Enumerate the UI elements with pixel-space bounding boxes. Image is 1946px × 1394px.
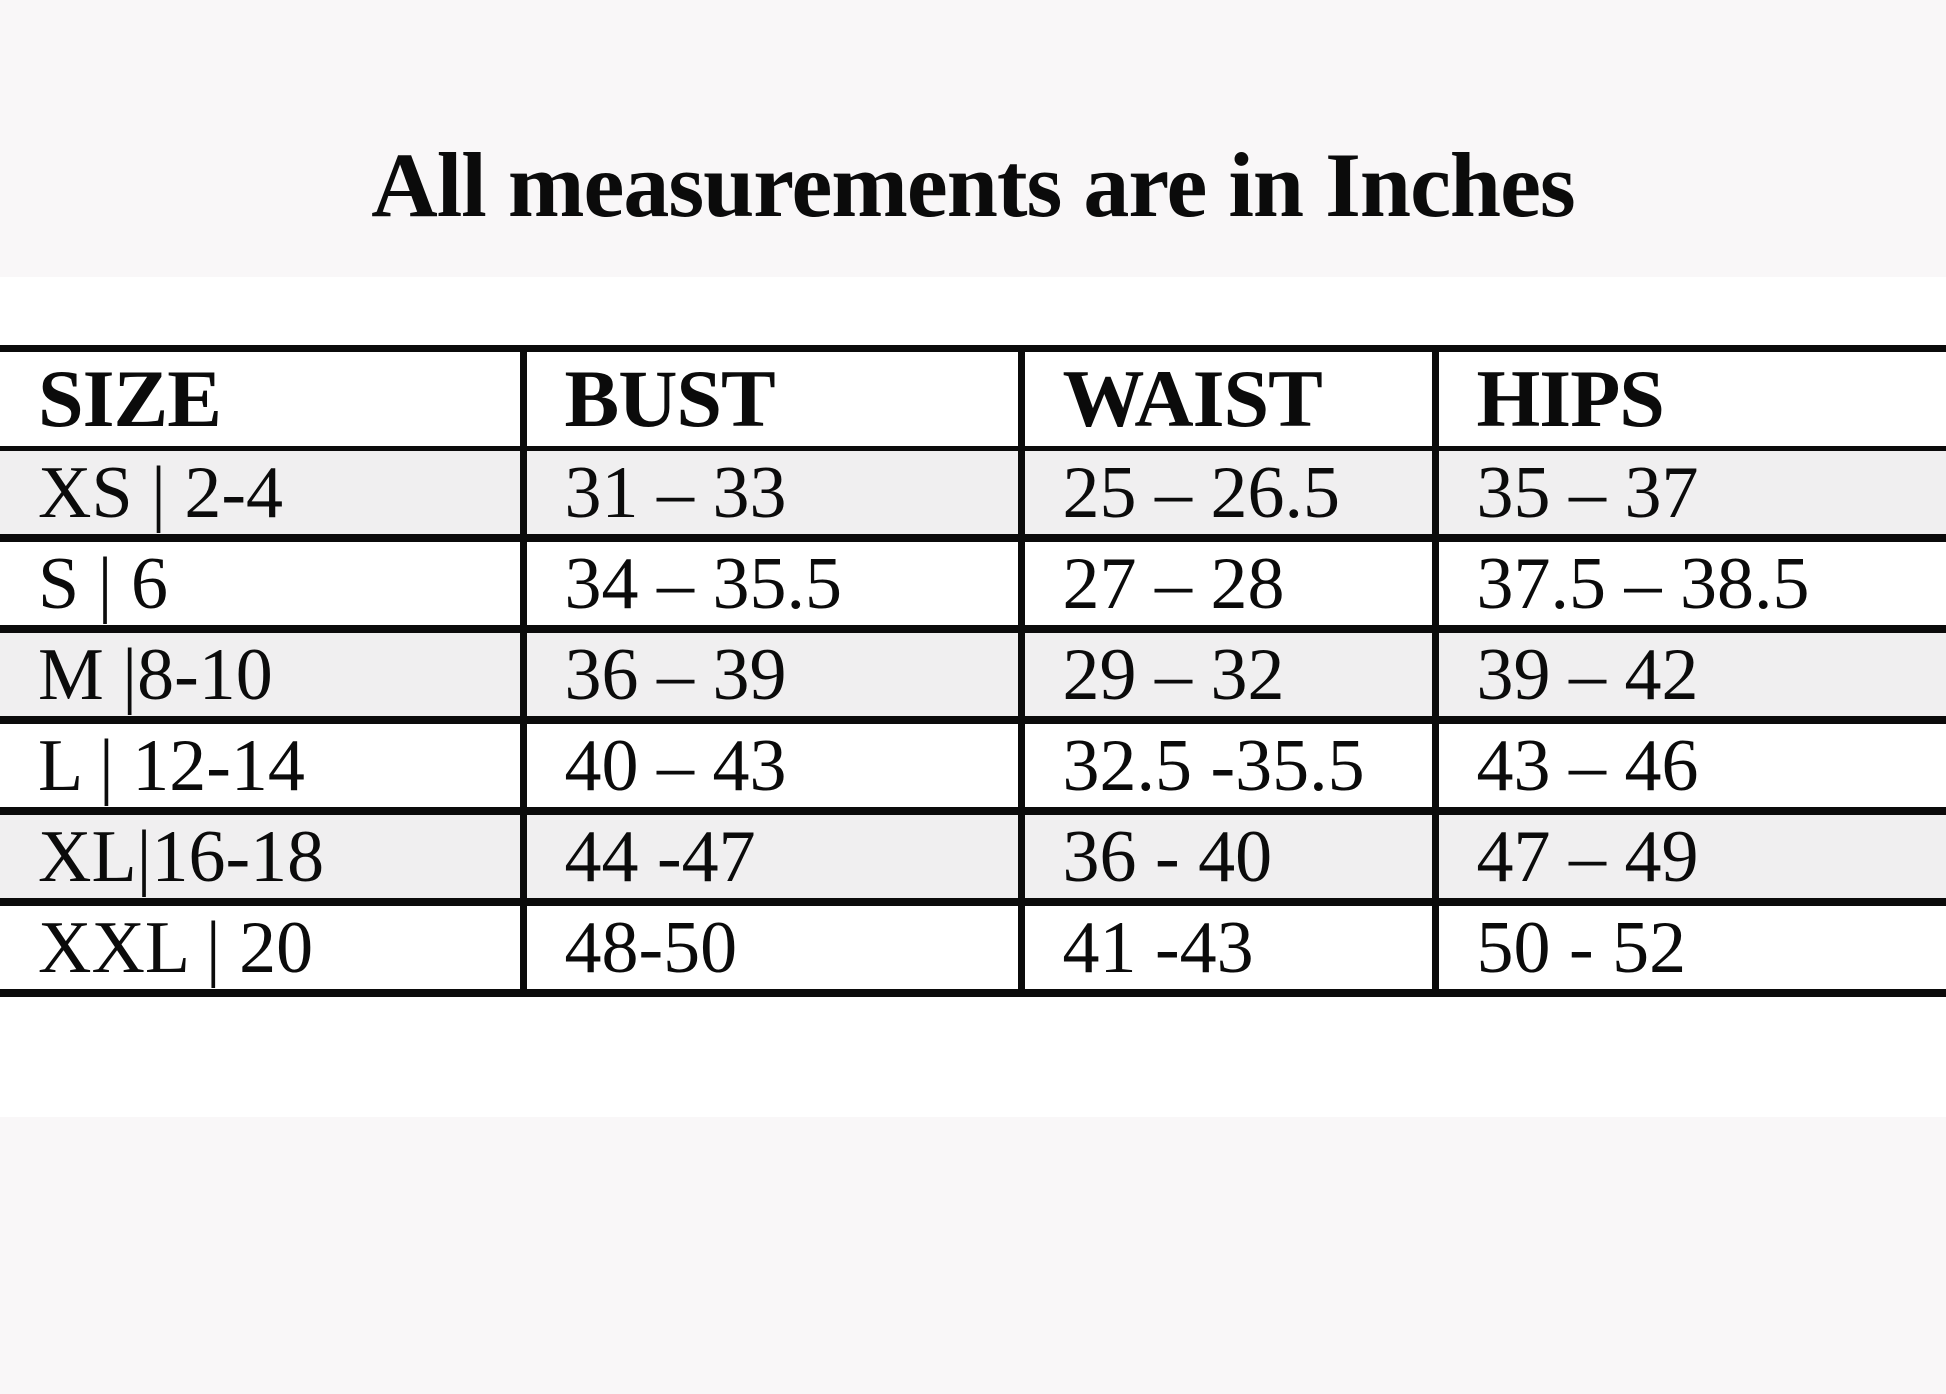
cell-bust: 36 – 39 [523,629,1021,720]
cell-waist: 41 -43 [1021,902,1435,993]
cell-size: XS | 2-4 [0,449,523,539]
cell-bust: 44 -47 [523,811,1021,902]
cell-bust: 31 – 33 [523,449,1021,539]
cell-bust: 34 – 35.5 [523,538,1021,629]
cell-size: M |8-10 [0,629,523,720]
spacer-below-table [0,997,1946,1117]
cell-bust: 48-50 [523,902,1021,993]
header-cell-size: SIZE [0,349,523,449]
table-row-xs [0,449,1946,539]
cell-hips: 37.5 – 38.5 [1435,538,1946,629]
table-row-xl [0,811,1946,902]
cell-hips: 50 - 52 [1435,902,1946,993]
cell-hips: 39 – 42 [1435,629,1946,720]
table-row-xxl [0,902,1946,993]
table-row-m [0,629,1946,720]
cell-waist: 32.5 -35.5 [1021,720,1435,811]
table-row-s [0,538,1946,629]
cell-hips: 43 – 46 [1435,720,1946,811]
cell-hips: 47 – 49 [1435,811,1946,902]
header-cell-waist: WAIST [1021,349,1435,449]
header-cell-hips: HIPS [1435,349,1946,449]
cell-size: XXL | 20 [0,902,523,993]
cell-size: XL|16-18 [0,811,523,902]
cell-waist: 29 – 32 [1021,629,1435,720]
cell-size: L | 12-14 [0,720,523,811]
chart-title: All measurements are in Inches [371,134,1575,236]
cell-bust: 40 – 43 [523,720,1021,811]
cell-hips: 35 – 37 [1435,449,1946,539]
header-cell-bust: BUST [523,349,1021,449]
title-band [0,0,1946,277]
size-chart-table [0,345,1946,997]
table-row-l [0,720,1946,811]
spacer-above-table [0,277,1946,345]
cell-waist: 36 - 40 [1021,811,1435,902]
bottom-band [0,1117,1946,1394]
cell-waist: 27 – 28 [1021,538,1435,629]
cell-size: S | 6 [0,538,523,629]
cell-waist: 25 – 26.5 [1021,449,1435,539]
header-row [0,349,1946,449]
